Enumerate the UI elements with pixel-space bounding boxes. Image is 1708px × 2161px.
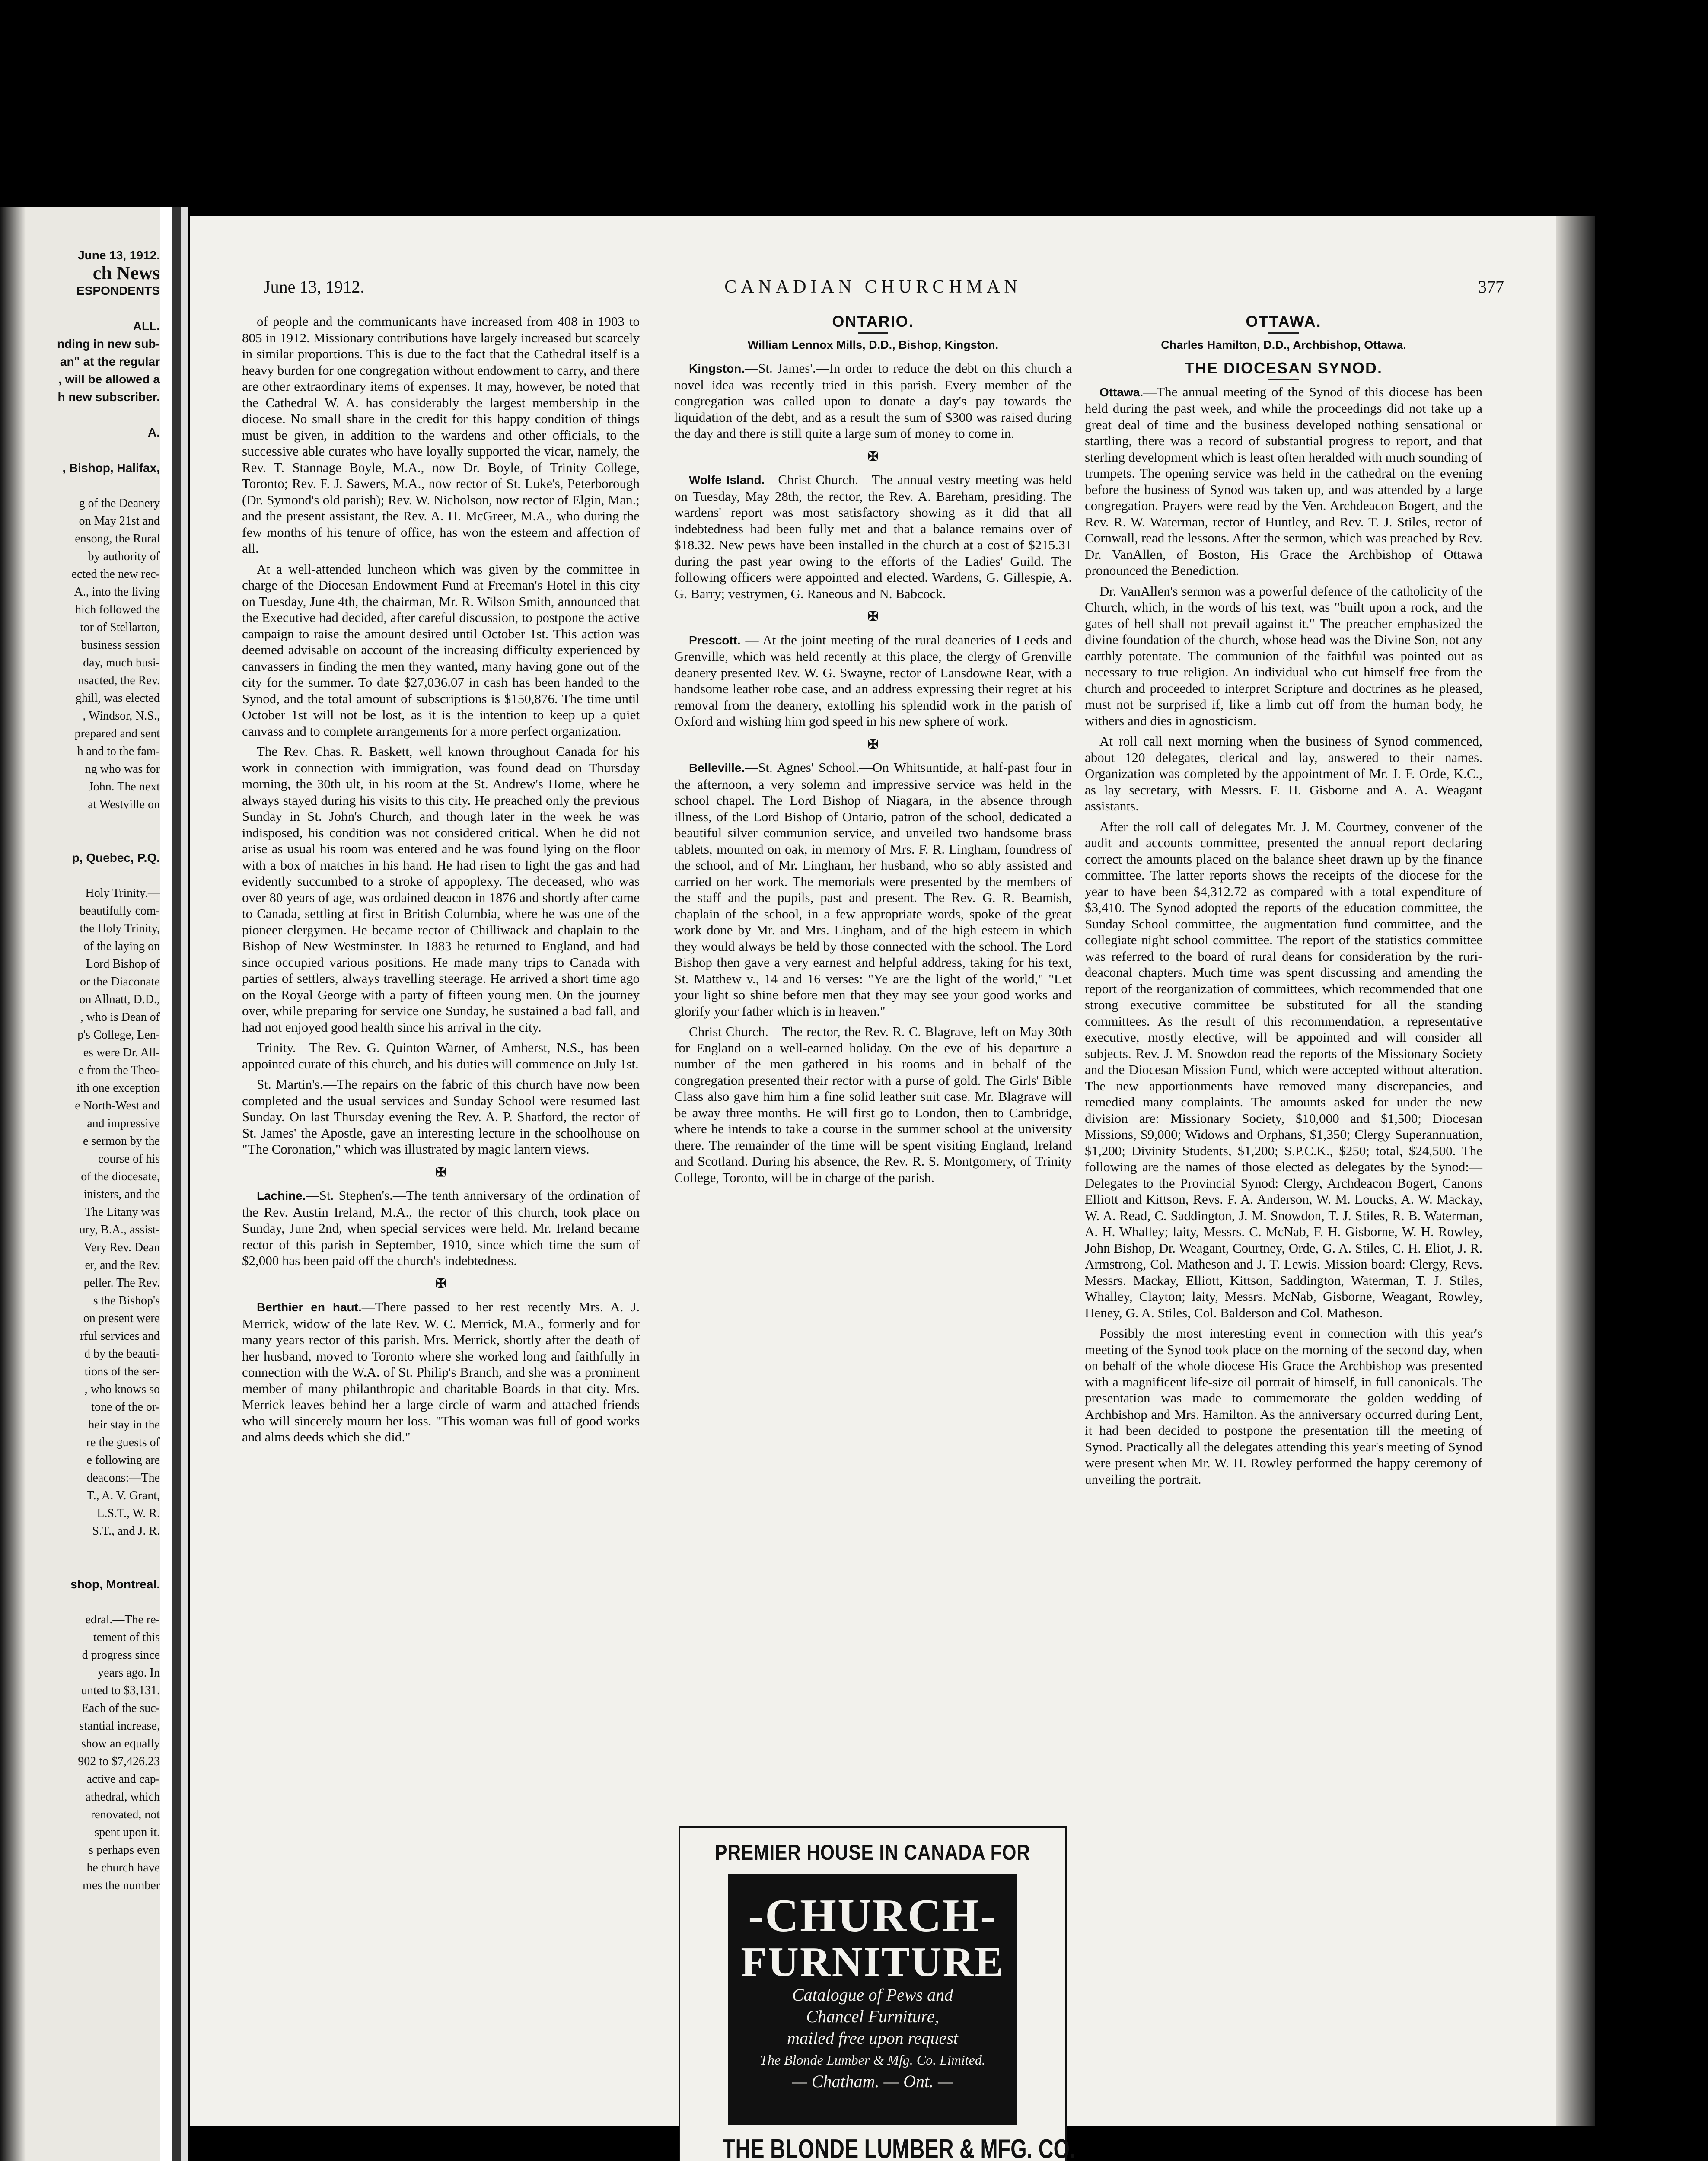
section-heading: THE DIOCESAN SYNOD.	[1184, 359, 1383, 377]
previous-page-line: Lord Bishop of	[86, 957, 160, 971]
previous-page-line: d by the beauti-	[84, 1347, 160, 1361]
previous-page-line: nsacted, the Rev.	[78, 674, 160, 687]
paragraph-text: After the roll call of delegates Mr. J. M. Courtney, convener of the audit and accounts committee, presented the annual report declaring correct the amounts placed on the balance sheet drawn up by the finance committee. The latter reports shows the receipts of the diocese for the year to have been $4,312.72 as compared with a total expenditure of $3,410. The Synod adopted the reports of the education committee, the Sunday School committee, the augmentation fund committee, and the collegiate night school committee. The report of the statistics committee was referred to the board of rural deans for consideration by the ruri-deaconal chapters. Much time was spent discussing and amending the report of the reorganization of committees, which recommended that one strong executive committee be substituted for all the standing committees. As the result of this recommendation, a representative executive, mostly elective, will be appointed and will consider all subjects. Rev. J. M. Snowdon read the reports of the Missionary Society and the Diocesan Mission Fund, which were accepted without alteration. The new apportionments have removed many discrepancies, and remedied many complaints. The amounts asked for under the new division are: Missionary Society, $10,000 and $1,500; Diocesan Missions, $9,000; Widows and Orphans, $1,350; Clergy Superannuation, $1,200; Divinity Students, $1,200; S.P.C.K., $250; total, $24,500. The following are the names of those elected as delegates by the Synod:—Delegates to the Provincial Synod: Clergy, Archdeacon Bogert, Canons Elliott and Kittson, Revs. F. A. Anderson, W. M. Loucks, A. W. Mackay, W. A. Read, C. Saddington, J. M. Snowdon, T. J. Stiles, R. B. Waterman, A. H. Whalley; laity, Messrs. C. McNab, F. H. Gisborne, W. H. Rowley, John Bishop, Dr. Weagant, Courtney, Orde, G. A. Stiles, C. H. Eliot, J. R. Armstrong, Col. Matheson and J. T. Lewis. Mission board: Clergy, Revs. Messrs. Mackay, Elliott, Kittson, Saddington, Waterman, T. J. Stiles, Whalley, Clayton; laity, Messrs. McNab, Gisborne, Weagant, Rowley, Heney, G. A. Stiles, Col. Balderson and Col. Matheson.	[1085, 819, 1482, 1320]
advertisement	[679, 1826, 1076, 2161]
previous-page-line: beautifully com-	[80, 904, 160, 918]
previous-page-line: p, Quebec, P.Q.	[72, 851, 160, 864]
previous-page-line: athedral, which	[85, 1790, 160, 1804]
previous-page-line: , Windsor, N.S.,	[83, 709, 160, 723]
previous-page-line: on present were	[83, 1312, 160, 1325]
paragraph-text: Christ Church.—The rector, the Rev. R. C. Blagrave, left on May 30th for England on a well-earned holiday. On the eve of his departure a number of the men gathered in his rooms and in behalf of the congregation presented their rector with a purse of gold. The Girls' Bible Class also gave him him a fine solid leather suit case. Mr. Blagrave will be away three months. He will first go to London, then to Cambridge, where he intends to take a course in the summer school at the university there. The remainder of the time will be spent visiting England, Ireland and Scotland. During his absence, the Rev. R. S. Montgomery, of Trinity College, Toronto, will be in charge of the parish.	[674, 1024, 1072, 1185]
ornament: ✠	[435, 1276, 446, 1291]
previous-page-line: tions of the ser-	[84, 1365, 160, 1378]
ornament: ✠	[435, 1165, 446, 1179]
previous-page-line: nding in new sub-	[57, 337, 160, 351]
previous-page-line: edral.—The re-	[85, 1613, 160, 1626]
column-1	[242, 313, 640, 1450]
previous-page-line: T., A. V. Grant,	[86, 1489, 160, 1502]
article-paragraph	[242, 1187, 640, 1269]
paragraph-text: —There passed to her rest recently Mrs. A. J. Merrick, widow of the late Rev. W. C. Merrick, M.A., formerly and for many years rector of this parish. Mrs. Merrick, shortly after the death of her husband, moved to Toronto where she worked long and faithfully in connection with the W.A. of St. Philip's Branch, and she was a prominent member of many philanthropic and charitable Boards in that city. Mrs. Merrick leaves behind her a large circle of warm and attached friends who will sincerely mourn her loss. "This woman was full of good works and alms deeds which she did."	[242, 1299, 640, 1444]
previous-page-line: an" at the regular	[60, 355, 160, 368]
place-heading: Berthier en haut.	[257, 1300, 362, 1314]
previous-page-line: spent upon it.	[94, 1826, 160, 1839]
previous-page-line: John. The next	[88, 780, 160, 794]
previous-page-line: unted to $3,131.	[81, 1684, 160, 1697]
paragraph-text: —The annual meeting of the Synod of this diocese has been held during the past week, and while the proceedings did not take up a great deal of time and the business developed nothing sensational or startling, there was a record of substantial progress to report, and that sterling development which is least often heralded with much sounding of trumpets. The opening service was held in the cathedral on the evening before the business of Synod was taken up, and was attended by a large congregation. Prayers were read by the Ven. Archdeacon Bogert, and the Rev. R. W. Waterman, rector of Huntley, and Rev. T. J. Stiles, rector of Cornwall, read the lessons. After the sermon, which was preached by Rev. Dr. VanAllen, of Boston, His Grace the Archbishop of Ottawa pronounced the Benediction.	[1085, 384, 1482, 578]
previous-page-line: g of the Deanery	[79, 497, 160, 510]
column-2	[674, 313, 1072, 1190]
previous-page-line: tement of this	[93, 1631, 160, 1644]
previous-page-line: Each of the suc-	[81, 1702, 160, 1715]
previous-page-line: day, much busi-	[83, 656, 160, 669]
previous-page-line: prepared and sent	[74, 727, 160, 740]
page-gutter	[172, 207, 181, 2161]
article-paragraph	[242, 1039, 640, 1072]
previous-page-line	[4, 1540, 160, 1558]
article-paragraph	[674, 472, 1072, 602]
paragraph-text: —St. James'.—In order to reduce the debt on this church a novel idea was recently tried in this parish. Every member of the congregation was called upon to donate a day's pay towards the liquidation of the debt, and as a result the sum of $300 was raised during the day and there is still quite a large sum of money to come in.	[674, 360, 1072, 441]
previous-page-line: h new subscriber.	[57, 390, 160, 404]
previous-page-line: e North-West and	[75, 1099, 160, 1112]
article-paragraph	[674, 360, 1072, 442]
previous-page-line: , who knows so	[84, 1383, 160, 1396]
previous-page-line: Holy Trinity.—	[85, 886, 160, 900]
paragraph-text: Dr. VanAllen's sermon was a powerful defence of the catholicity of the Church, which, in the words of his text, was "built upon a rock, and the gates of hell shall not prevail against it." The preacher emphasized the divine foundation of the church, whose head was the Divine Son, not any earthly potentate. The communion of the faithful was pointed out as necessary to true religion. An individual who cut himself free from the church and proceeded to interpret Scripture and doctrines as he pleased, must not be surprised if, like a limb cut off from the human body, he withers and dies in agnosticism.	[1085, 583, 1482, 728]
previous-page-line: ESPONDENTS	[76, 284, 160, 297]
previous-page-line: s perhaps even	[89, 1843, 160, 1857]
previous-page-line: es were Dr. All-	[83, 1046, 160, 1059]
bishop-heading: William Lennox Mills, D.D., Bishop, Kingston.	[747, 338, 999, 351]
previous-page-line: ng who was for	[85, 762, 160, 776]
previous-page-line: The Litany was	[84, 1205, 160, 1219]
paragraph-text: At a well-attended luncheon which was given by the committee in charge of the Diocesan Endowment Fund at Freeman's Hotel in this city on Tuesday, June 4th, the chairman, Mr. R. Wilson Smith, announced that the Executive had decided, after careful discussion, to postpone the active campaign to raise the amount desired until October 1st. This action was deemed advisable on account of the increasing difficulty experienced by canvassers in finding the men they wanted, many having gone out of the city for the summer. To date $27,036.07 in cash has been handed to the Synod, and the total amount of subscriptions is $150,876. The time until October 1st will not be lost, as it is the intention to keep up a quiet canvass and to complete arrangements for a more perfect organization.	[242, 561, 640, 739]
ad-line: — Chatham. — Ont. —	[792, 2072, 953, 2091]
previous-page-line: ith one exception	[76, 1081, 160, 1095]
ornament: ✠	[867, 609, 879, 624]
previous-page-line: e from the Theo-	[78, 1064, 160, 1077]
ad-inverted-box	[728, 1874, 1017, 2125]
previous-page-line: rful services and	[80, 1329, 160, 1343]
previous-page-line: ected the new rec-	[71, 567, 160, 581]
paragraph-text: —St. Agnes' School.—On Whitsuntide, at half-past four in the afternoon, a very solemn and impressive service was held in the school chapel. The Lord Bishop of Niagara, in the absence through illness, of the Lord Bishop of Ontario, patron of the school, dedicated a beautiful silver communion service, and unveiled two handsome brass tablets, mounted on oak, in memory of Mrs. F. R. Lingham, foundress of the school, and of Mr. Lingham, her husband, who so ably assisted and carried on her work. The memorials were presented by the members of the staff and the pupils, past and present. The Rev. G. R. Beamish, chaplain of the school, in a few appropriate words, spoke of the great work done by Mr. and Mrs. Lingham, and of the high esteem in which they would always be held by those connected with the school. The Lord Bishop then gave a very earnest and helpful address, taking for his text, St. Matthew v., 14 and 16 verses: "Ye are the light of the world," "Let your light so shine before men that they may see your good works and glorify your father which is in heaven."	[674, 760, 1072, 1019]
ad-church-text: -CHURCH-	[748, 1890, 997, 1941]
article-paragraph	[1085, 384, 1482, 579]
previous-page-line: inisters, and the	[83, 1188, 160, 1201]
previous-page-line	[4, 1593, 160, 1611]
bishop-heading: Charles Hamilton, D.D., Archbishop, Ottawa.	[1161, 338, 1406, 351]
previous-page-line: deacons:—The	[86, 1471, 160, 1485]
section-rule	[1268, 332, 1299, 334]
previous-page-line: e sermon by the	[83, 1135, 160, 1148]
previous-page-line: active and cap-	[86, 1772, 160, 1786]
previous-page-line: e following are	[86, 1453, 160, 1467]
article-paragraph	[1085, 583, 1482, 729]
previous-page-line: ensong, the Rural	[75, 532, 160, 545]
previous-page-line: s the Bishop's	[93, 1294, 160, 1307]
previous-page-line: , will be allowed a	[58, 373, 160, 386]
paragraph-text: St. Martin's.—The repairs on the fabric of this church have now been completed and the usual services and Sunday School were resumed last Sunday. On last Thursday evening the Rev. A. P. Shatford, the rector of St. James' the Apostle, gave an interesting lecture in the schoolhouse on "The Coronation," which was illustrated by magic lantern views.	[242, 1077, 640, 1157]
previous-page	[0, 207, 164, 2161]
article-paragraph	[1085, 733, 1482, 814]
previous-page-line: show an equally	[81, 1737, 160, 1750]
paragraph-text: — At the joint meeting of the rural deaneries of Leeds and Grenville, which was held recently at this place, the clergy of Grenville deanery presented Rev. W. G. Swayne, rector of Lansdowne Rear, with a handsome leather robe case, and an address expressing their regret at his removal from the deanery, extolling his splendid work in the parish of Oxford and wishing him god speed in his new sphere of work.	[674, 632, 1072, 729]
page-edge-shadow	[1556, 216, 1595, 2126]
previous-page-line: tor of Stellarton,	[80, 621, 160, 634]
previous-page-line: he church have	[86, 1861, 160, 1874]
previous-page-line: June 13, 1912.	[78, 249, 160, 262]
previous-page-line: ALL.	[133, 319, 160, 333]
column-3	[1085, 313, 1482, 1492]
paragraph-text: —St. Stephen's.—The tenth anniversary of the ordination of the Rev. Austin Ireland, M.A., the rector of this church, took place on Sunday, June 2nd, when special services were held. Mr. Ireland became rector of this parish in September, 1910, since which time the sum of $2,000 has been paid off the church's indebtedness.	[242, 1188, 640, 1268]
ad-line: Catalogue of Pews and	[792, 1985, 953, 2005]
place-heading: Kingston.	[689, 362, 745, 375]
previous-page-line: A., into the living	[74, 585, 160, 599]
paragraph-text: Possibly the most interesting event in connection with this year's meeting of the Synod took place on the morning of the second day, when on behalf of the whole diocese His Grace the Archbishop was presented with a magnificent life-size oil portrait of himself, in full canonicals. The presentation was made to commemorate the golden wedding of Archbishop and Mrs. Hamilton. As the anniversary occurred during Lent, it had been decided to postpone the presentation till the meeting of Synod. Practically all the delegates attending this year's meeting of Synod were present when Mr. W. H. Rowley performed the happy ceremony of unveiling the portrait.	[1085, 1326, 1482, 1487]
previous-page-line: S.T., and J. R.	[92, 1524, 160, 1538]
previous-page-text	[4, 246, 160, 1894]
article-paragraph	[674, 759, 1072, 1019]
article-paragraph	[242, 561, 640, 739]
previous-page-line: ury, B.A., assist-	[79, 1223, 160, 1237]
previous-page-line: course of his	[98, 1152, 160, 1166]
previous-page-line: on May 21st and	[79, 514, 160, 528]
previous-page-line	[4, 441, 160, 459]
page-edge	[181, 207, 188, 2161]
page-number: 377	[1478, 277, 1504, 296]
previous-page-line: by authority of	[88, 550, 160, 563]
previous-page-line: re the guests of	[86, 1436, 160, 1449]
previous-page-line: ghill, was elected	[75, 692, 160, 705]
previous-page-line	[4, 300, 160, 317]
paragraph-text: of people and the communicants have increased from 408 in 1903 to 805 in 1912. Missionary contributions have largely increased but scarcely in similar proportions. This is due to the fact that the Cathedral itself is a heavy burden for one congregation without endowment to carry, and there are other extraordinary items of expenses. It may, however, be noted that the Cathedral W. A. has considerably the largest membership in the diocese. No small share in the credit for this happy condition of things must be given, in addition to the wardens and other officials, to the successive able curates who have loyally supported the vicar, namely, the Rev. T. Stannage Boyle, M.A., now Dr. Boyle, of Trinity College, Toronto; Rev. F. J. Sawers, M.A., now rector of St. Luke's, Peterborough (Dr. Symond's old parish); Rev. W. Nicholson, now rector of Elgin, Man.; and the present assistant, the Rev. A. H. McGreer, M.A., who during the few months of his tenure of office, has won the esteem and affection of all.	[242, 314, 640, 556]
ad-headline: PREMIER HOUSE IN CANADA FOR	[715, 1840, 1030, 1865]
previous-page-line: the Holy Trinity,	[80, 922, 160, 935]
masthead-title: CANADIAN CHURCHMAN	[724, 277, 1022, 297]
previous-page-line: on Allnatt, D.D.,	[79, 993, 160, 1006]
article-paragraph	[242, 743, 640, 1035]
article-paragraph	[242, 1299, 640, 1445]
page-edge	[160, 207, 172, 2161]
previous-page-line: L.S.T., W. R.	[97, 1507, 160, 1520]
page-header	[190, 277, 1556, 303]
paragraph-text: The Rev. Chas. R. Baskett, well known throughout Canada for his work in connection with immigration, was found dead on Thursday morning, the 30th ult, in his room at the St. Andrew's Home, where he always stayed during his visits to this city. He preached only the previous Sunday in St. John's Church, and though later in the week he was indisposed, his condition was not considered critical. When he did not arise as usual his room was entered and he was found lying on the floor with a box of matches in his hand. He had risen to light the gas and had evidently succumbed to a stroke of appoplexy. The deceased, who was over 80 years of age, was ordained deacon in 1876 and shortly after came to Canada, settling at first in British Columbia, where he was one of the pioneer clergymen. He became rector of Chilliwack and chaplain to the Bishop of New Westminster. In 1883 he returned to England, and had since occupied various positions. He made many trips to Canada with parties of settlers, always travelling steerage. He arrived a short time ago on the Royal George with a party of fifteen young men. On the journey over, while preparing for service one Sunday, he sustained a bad fall, and had not enjoyed good health since his arrival in the city.	[242, 744, 640, 1035]
previous-page-line: heir stay in the	[88, 1418, 160, 1431]
ornament: ✠	[867, 449, 879, 464]
previous-page-line	[4, 867, 160, 884]
section-rule	[1268, 379, 1299, 380]
previous-page-line: at Westville on	[88, 798, 160, 811]
previous-page-line: renovated, not	[90, 1808, 160, 1821]
place-heading: Wolfe Island.	[689, 473, 765, 487]
ad-furniture-text: FURNITURE	[741, 1939, 1004, 1986]
page-date: June 13, 1912.	[264, 277, 365, 296]
previous-page-line: 902 to $7,426.23	[78, 1755, 160, 1768]
article-paragraph	[242, 313, 640, 557]
previous-page-line: shop, Montreal.	[70, 1578, 160, 1591]
place-heading: Ottawa.	[1099, 385, 1144, 399]
newspaper-page	[190, 216, 1556, 2161]
previous-page-line: , Bishop, Halifax,	[62, 461, 160, 475]
place-heading: Prescott.	[689, 633, 741, 647]
previous-page-line: d progress since	[82, 1648, 160, 1662]
previous-page-line	[4, 406, 160, 424]
previous-page-line: er, and the Rev.	[85, 1259, 160, 1272]
ad-line: Chancel Furniture,	[806, 2007, 939, 2026]
previous-page-line: years ago. In	[98, 1666, 160, 1680]
paragraph-text: —Christ Church.—The annual vestry meeting was held on Tuesday, May 28th, the rector, the Rev. A. Bareham, presiding. The wardens' report was most satisfactory showing as it did that all indebtedness had been fully met and that a balance remains over of $18.32. New pews have been installed in the church at a cost of $215.31 during the past year owing to the efforts of the Ladies' Guild. The following officers were appointed and elected. Wardens, G. Gillespie, A. G. Barry; vestrymen, G. Raneous and N. Babcock.	[674, 472, 1072, 601]
previous-page-line	[4, 813, 160, 831]
previous-page-line: of the laying on	[83, 940, 160, 953]
previous-page-line: A.	[148, 426, 160, 439]
paragraph-text: Trinity.—The Rev. G. Quinton Warner, of Amherst, N.S., has been appointed curate of this church, and his duties will commence on July 1st.	[242, 1040, 640, 1071]
previous-page-line: and impressive	[87, 1117, 160, 1130]
ad-line: mailed free upon request	[787, 2028, 958, 2048]
previous-page-line: hich followed the	[75, 603, 160, 616]
section-rule	[858, 332, 888, 334]
previous-page-line: p's College, Len-	[77, 1028, 160, 1042]
ad-company: THE BLONDE LUMBER & MFG. CO.	[722, 2134, 1076, 2161]
previous-page-line: stantial increase,	[79, 1719, 160, 1733]
previous-page-line	[4, 831, 160, 849]
previous-page-line: tone of the or-	[91, 1400, 160, 1414]
paragraph-text: At roll call next morning when the business of Synod commenced, about 120 delegates, clerical and lay, answered to their names. Organization was completed by the appointment of Mr. J. F. Orde, K.C., as lay secretary, with Messrs. F. H. Gisborne and A. A. Weagant assistants.	[1085, 733, 1482, 813]
previous-page-line: Very Rev. Dean	[83, 1241, 160, 1254]
section-heading: OTTAWA.	[1246, 312, 1322, 330]
article-paragraph	[242, 1076, 640, 1157]
previous-page-line: or the Diaconate	[80, 975, 160, 988]
section-heading: ONTARIO.	[832, 312, 914, 330]
previous-page-line: mes the number	[83, 1879, 160, 1892]
article-paragraph	[674, 632, 1072, 730]
previous-page-line: business session	[81, 638, 160, 652]
previous-page-line	[4, 1558, 160, 1575]
previous-page-line: peller. The Rev.	[83, 1276, 160, 1290]
previous-page-line	[4, 477, 160, 494]
article-paragraph	[674, 1023, 1072, 1186]
place-heading: Belleville.	[689, 761, 745, 775]
ornament: ✠	[867, 737, 879, 752]
previous-page-line: h and to the fam-	[77, 745, 160, 758]
article-paragraph	[1085, 819, 1482, 1321]
previous-page-line: , who is Dean of	[80, 1010, 160, 1024]
place-heading: Lachine.	[257, 1189, 306, 1202]
previous-page-line: ch News	[92, 264, 160, 282]
ad-line: The Blonde Lumber & Mfg. Co. Limited.	[760, 2052, 985, 2068]
article-paragraph	[1085, 1325, 1482, 1487]
previous-page-line: of the diocesate,	[81, 1170, 160, 1183]
